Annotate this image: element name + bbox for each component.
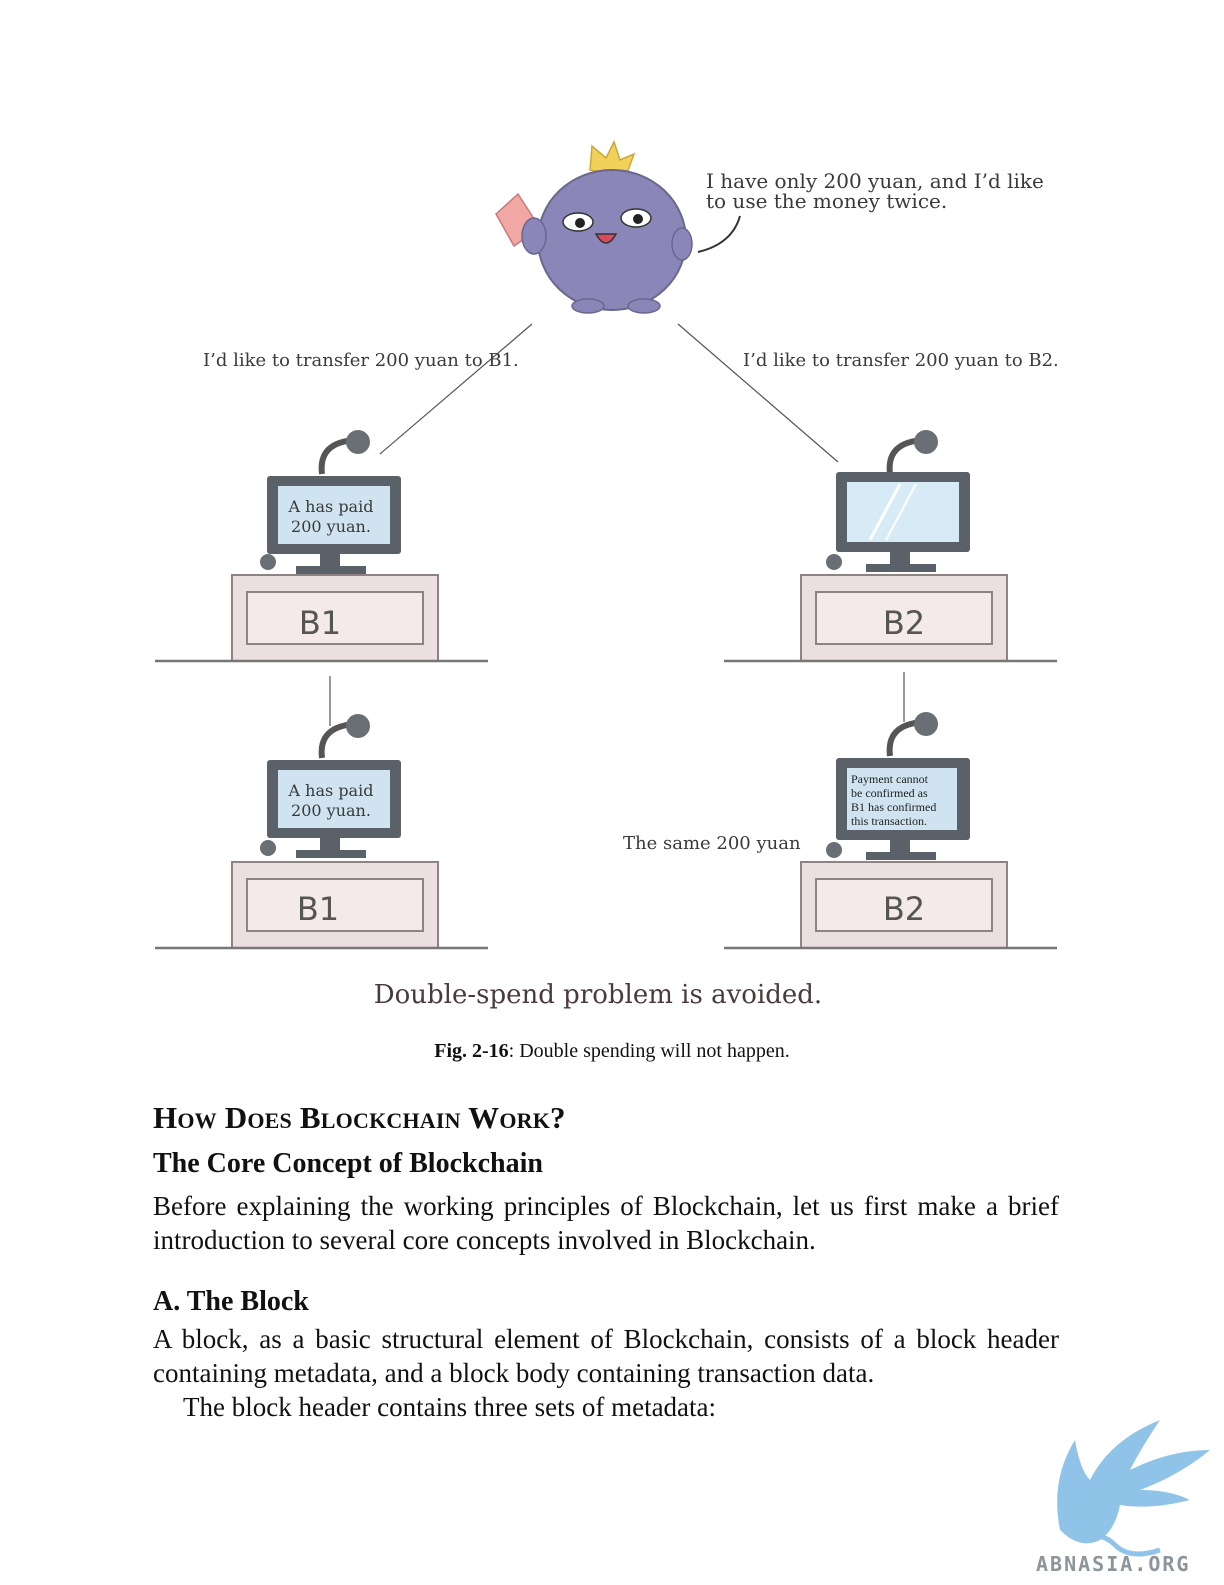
intro-paragraph: Before explaining the working principles of Blockchain, let us first make a brief introduction to several core concepts involved in Blockchain. bbox=[153, 1191, 1059, 1255]
screen-b1-top-line1: A has paid bbox=[288, 497, 374, 516]
desk-b1-bottom-label: B1 bbox=[296, 890, 340, 928]
caption-label: Fig. 2-16 bbox=[434, 1040, 509, 1062]
screen-b2-bottom-line1: Payment cannot bbox=[851, 772, 928, 786]
speech-line-1: I have only 200 yuan, and I’d like bbox=[706, 169, 1044, 193]
subsection-heading: The Core Concept of Blockchain bbox=[153, 1148, 543, 1179]
screen-b2-bottom-line4: this transaction. bbox=[851, 814, 927, 828]
block-header-paragraph: The block header contains three sets of metadata: bbox=[183, 1392, 717, 1422]
block-heading: A. The Block bbox=[153, 1286, 309, 1317]
speech-line-2: to use the money twice. bbox=[706, 189, 948, 213]
screen-b2-bottom-line3: B1 has confirmed bbox=[851, 800, 937, 814]
section-heading: How Does Blockchain Work? bbox=[153, 1100, 566, 1135]
block-paragraph: A block, as a basic structural element of Blockchain, consists of a block header containing metadata, and a block body containing transaction data. bbox=[153, 1324, 1059, 1388]
desk-b2-top-label: B2 bbox=[882, 604, 926, 642]
watermark-text: ABNASIA.ORG bbox=[1036, 1552, 1191, 1576]
conclusion-label: Double-spend problem is avoided. bbox=[373, 980, 823, 1010]
character-illustration bbox=[496, 142, 740, 313]
screen-b1-bottom-line2: 200 yuan. bbox=[291, 801, 371, 820]
griffin-logo-icon bbox=[1020, 1380, 1220, 1580]
caption-text: : Double spending will not happen. bbox=[508, 1040, 790, 1062]
right-transfer-label: I’d like to transfer 200 yuan to B2. bbox=[743, 350, 1059, 371]
screen-b2-bottom-line2: be confirmed as bbox=[851, 786, 928, 800]
screen-b1-top-line2: 200 yuan. bbox=[291, 517, 371, 536]
left-transfer-label: I’d like to transfer 200 yuan to B1. bbox=[203, 350, 519, 371]
desk-b1-top-label: B1 bbox=[298, 604, 342, 642]
screen-b1-bottom-line1: A has paid bbox=[288, 781, 374, 800]
figure-caption bbox=[0, 1040, 1224, 1063]
desk-b2-bottom-label: B2 bbox=[882, 890, 926, 928]
same-yuan-label: The same 200 yuan bbox=[623, 833, 801, 854]
